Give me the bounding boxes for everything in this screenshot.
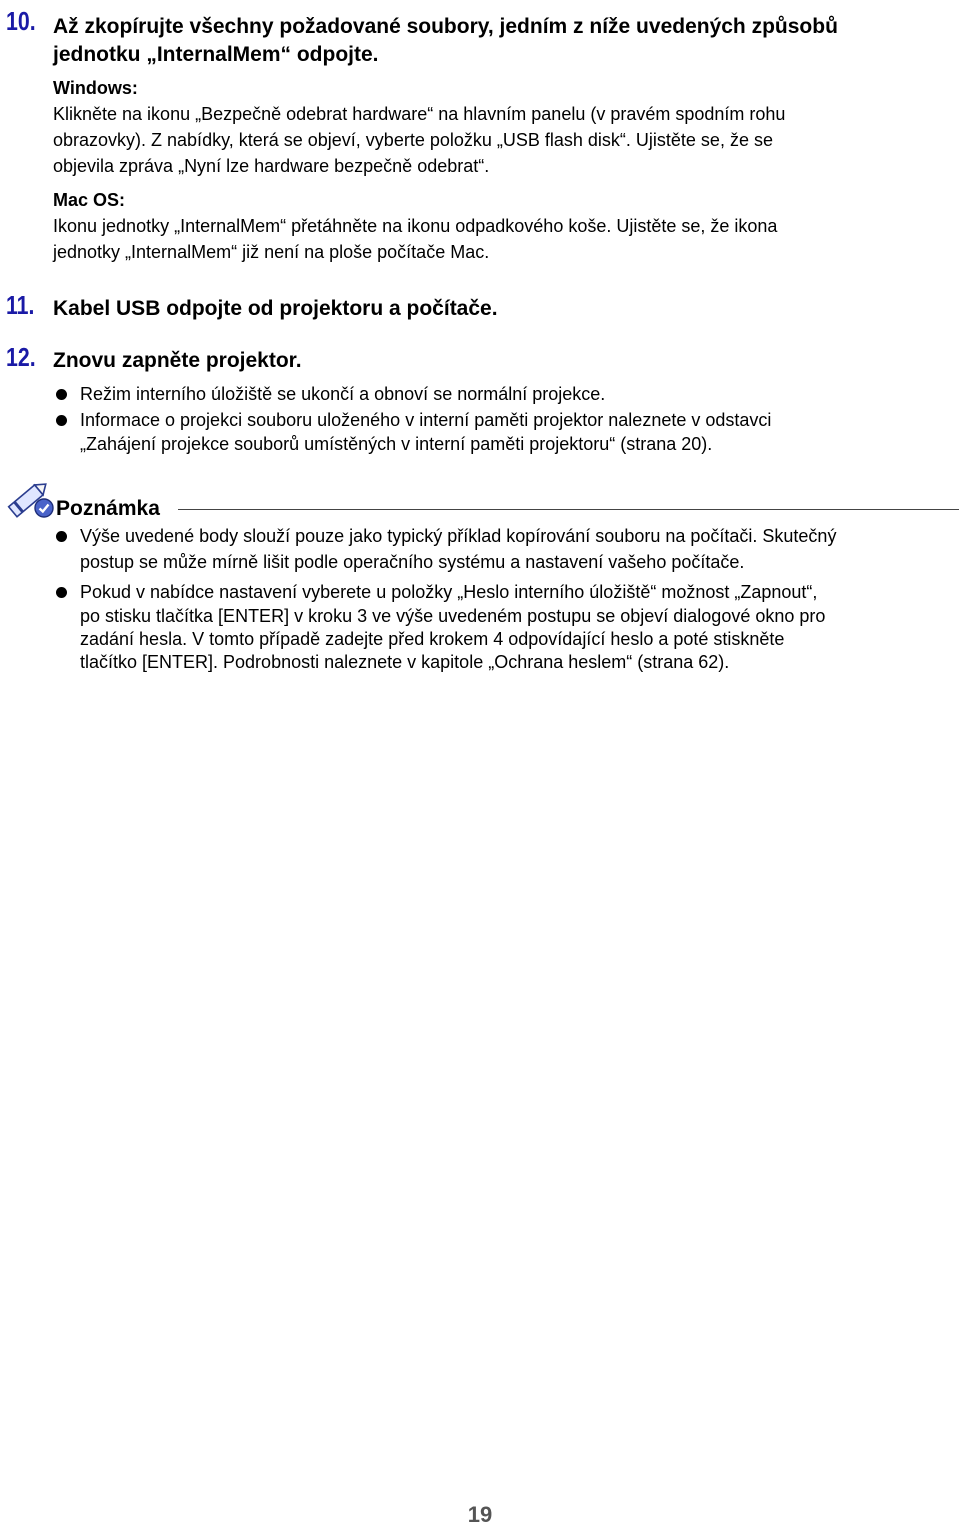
page-number: 19 (467, 1502, 493, 1527)
step-number: 11. (6, 290, 35, 320)
note-title: Poznámka (56, 497, 160, 520)
step-number: 10. (6, 6, 36, 36)
bullet-icon (56, 389, 67, 400)
step-number: 12. (6, 342, 36, 372)
step-heading: Až zkopírujte všechny požadované soubory, jedním z níže uvedených způsobů (53, 15, 838, 38)
windows-label: Windows: (53, 78, 138, 98)
mac-text: Ikonu jednotky „InternalMem“ přetáhněte na ikonu odpadkového koše. Ujistěte se, že ikona (53, 216, 778, 236)
windows-text: Klikněte na ikonu „Bezpečně odebrat hardware“ na hlavním panelu (v pravém spodním rohu (53, 104, 786, 124)
mac-label: Mac OS: (53, 190, 126, 210)
bullet-icon (56, 587, 67, 598)
pencil-note-icon (6, 474, 54, 522)
step-heading: Znovu zapněte projektor. (53, 349, 302, 372)
bullet-icon (56, 531, 67, 542)
windows-text: objevila zpráva „Nyní lze hardware bezpečně odebrat“. (53, 156, 490, 176)
step-heading: Kabel USB odpojte od projektoru a počítače. (53, 297, 498, 320)
note-divider (178, 509, 959, 510)
step-heading: jednotku „InternalMem“ odpojte. (53, 43, 379, 66)
mac-text: jednotky „InternalMem“ již není na ploše počítače Mac. (53, 242, 490, 262)
windows-text: obrazovky). Z nabídky, která se objeví, vyberte položku „USB flash disk“. Ujistěte se, že se (53, 130, 773, 150)
bullet-icon (56, 415, 67, 426)
